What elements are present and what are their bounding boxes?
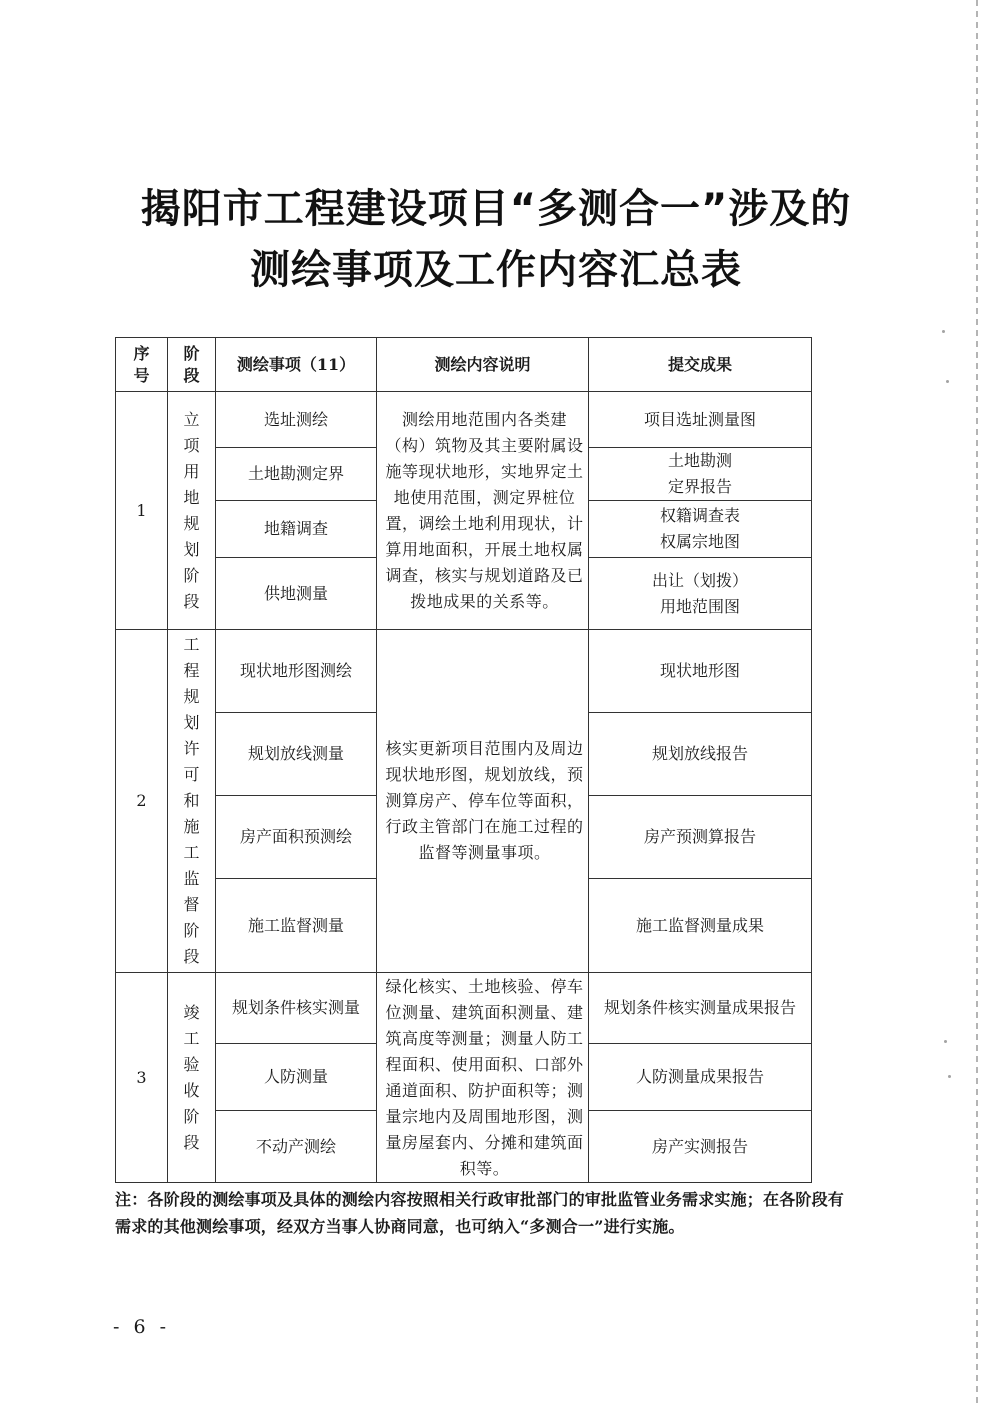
item-cell: 选址测绘 (216, 392, 377, 448)
group-seq: 1 (116, 392, 168, 630)
item-cell: 规划放线测量 (216, 713, 377, 796)
item-cell: 现状地形图测绘 (216, 630, 377, 713)
item-cell: 人防测量 (216, 1044, 377, 1111)
result-cell: 权籍调查表 权属宗地图 (589, 501, 812, 558)
result-cell: 现状地形图 (589, 630, 812, 713)
result-cell: 项目选址测量图 (589, 392, 812, 448)
content-cell: 测绘用地范围内各类建（构）筑物及其主要附属设施等现状地形，实地界定土地使用范围，测定界桩位置，调绘土地利用现状，计算用地面积，开展土地权属调查，核实与规划道路及已拨地成果的关系等。 (377, 392, 589, 630)
group-stage: 竣工验收阶段 (168, 973, 216, 1183)
result-cell: 土地勘测 定界报告 (589, 448, 812, 501)
header-result: 提交成果 (589, 338, 812, 392)
document-title-line-1: 揭阳市工程建设项目“多测合一”涉及的 (140, 186, 852, 232)
scan-speck (944, 1040, 947, 1043)
group-seq: 2 (116, 630, 168, 973)
summary-table (115, 337, 812, 1183)
item-cell: 规划条件核实测量 (216, 973, 377, 1044)
item-cell: 土地勘测定界 (216, 448, 377, 501)
table-row (116, 392, 812, 448)
result-cell: 规划放线报告 (589, 713, 812, 796)
table-header-row (116, 338, 812, 392)
group-stage: 工程规划许可和施工监督阶段 (168, 630, 216, 973)
header-seq: 序号 (116, 338, 168, 392)
table-row (116, 630, 812, 713)
result-cell: 房产实测报告 (589, 1111, 812, 1183)
scan-speck (942, 330, 945, 333)
page-number: - 6 - (113, 1316, 171, 1338)
result-cell: 施工监督测量成果 (589, 879, 812, 973)
group-stage: 立项用地规划阶段 (168, 392, 216, 630)
item-cell: 施工监督测量 (216, 879, 377, 973)
table-row (116, 973, 812, 1044)
result-cell: 人防测量成果报告 (589, 1044, 812, 1111)
header-item: 测绘事项（11） (216, 338, 377, 392)
group-seq: 3 (116, 973, 168, 1183)
document-title-line-2: 测绘事项及工作内容汇总表 (250, 247, 742, 293)
item-cell: 供地测量 (216, 558, 377, 630)
header-content: 测绘内容说明 (377, 338, 589, 392)
result-cell: 规划条件核实测量成果报告 (589, 973, 812, 1044)
item-cell: 房产面积预测绘 (216, 796, 377, 879)
scan-speck (948, 1075, 951, 1078)
content-cell: 绿化核实、土地核验、停车位测量、建筑面积测量、建筑高度等测量；测量人防工程面积、使用面积、口部外通道面积、防护面积等；测量宗地内及周围地形图，测量房屋套内、分摊和建筑面积等。 (377, 973, 589, 1183)
item-cell: 地籍调查 (216, 501, 377, 558)
scan-speck (946, 380, 949, 383)
result-cell: 出让（划拨） 用地范围图 (589, 558, 812, 630)
content-cell: 核实更新项目范围内及周边现状地形图，规划放线，预测算房产、停车位等面积，行政主管部门在施工过程的监督等测量事项。 (377, 630, 589, 973)
result-cell: 房产预测算报告 (589, 796, 812, 879)
header-stage: 阶段 (168, 338, 216, 392)
table-footnote: 注：各阶段的测绘事项及具体的测绘内容按照相关行政审批部门的审批监管业务需求实施；在各阶段有需求的其他测绘事项，经双方当事人协商同意，也可纳入“多测合一”进行实施。 (115, 1190, 845, 1236)
item-cell: 不动产测绘 (216, 1111, 377, 1183)
